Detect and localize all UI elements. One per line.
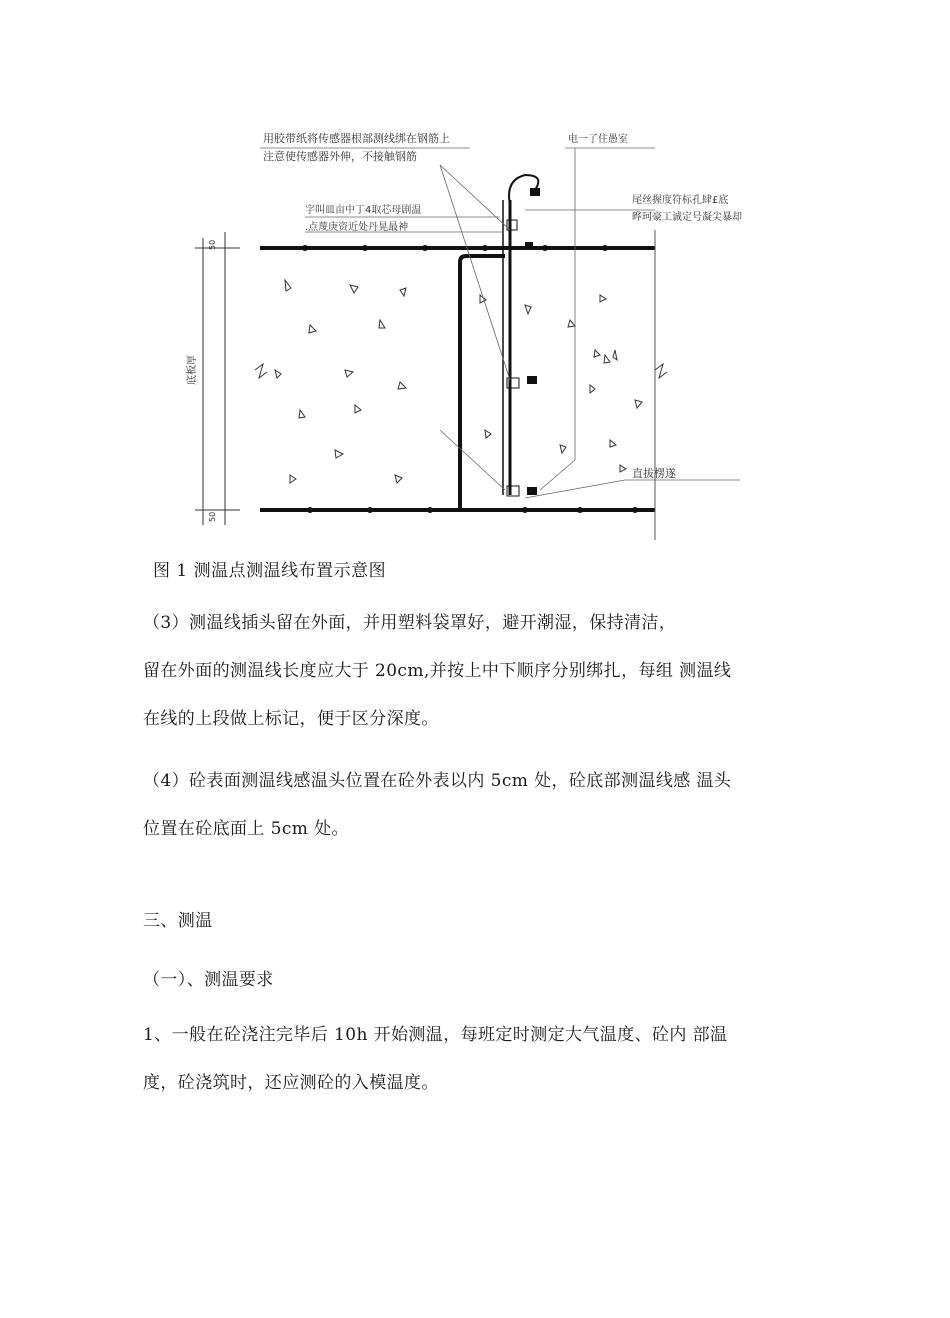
- subsection-heading: （一）、测温要求: [143, 970, 274, 990]
- label-dim-top: 50: [208, 239, 217, 250]
- label-top-left-1: 用胶带纸将传感器根部测线绑在钢筋上: [263, 132, 450, 145]
- label-side: 底板厚: [187, 355, 198, 385]
- label-mid-right-2: 晔珂豪工诚定号凝尖暴却: [632, 212, 742, 223]
- paragraph-line-3: 在线的上段做上标记，便于区分深度。: [143, 709, 439, 729]
- sensor-layout-diagram: [185, 120, 742, 545]
- label-bottom-right: 直拔楞遂: [632, 467, 676, 480]
- label-mid-left-2: .点蔑庚资近处丹晃最神: [305, 222, 409, 233]
- sensor-head-top: [530, 188, 540, 196]
- paragraph-line-1: （3）测温线插头留在外面，并用塑料袋罩好，避开潮湿，保持清洁，: [143, 613, 677, 633]
- support-bar: [460, 256, 505, 510]
- figure-caption: 图 1 测温点测温线布置示意图: [153, 561, 387, 581]
- paragraph-line-4: （4）砼表面测温线感温头位置在砼外表以内 5cm 处，砼底部测温线感 温头: [143, 771, 732, 791]
- label-dim-bottom: 50: [208, 511, 217, 522]
- sensor-head-middle: [527, 376, 537, 384]
- label-top-right: 电一了住愚室: [568, 134, 628, 145]
- section-heading: 三、测温: [143, 911, 213, 931]
- label-top-left-2: 注意使传感器外伸，不接触钢筋: [263, 150, 417, 163]
- break-mark-right: [655, 364, 667, 378]
- paragraph-line-5: 位置在砼底面上 5cm 处。: [143, 819, 349, 839]
- label-mid-right-1: 尾丝握度符标孔肆£底: [632, 195, 729, 206]
- diagram-svg: [185, 120, 742, 545]
- sensor-head-bottom: [527, 487, 537, 495]
- sensor-head-surface: [525, 242, 533, 249]
- break-mark-left: [255, 364, 267, 378]
- paragraph-line-7: 度，砼浇筑时，还应测砼的入模温度。: [143, 1073, 439, 1093]
- paragraph-line-2: 留在外面的测温线长度应大于 20cm,并按上中下顺序分别绑扎，每组 测温线: [143, 661, 732, 681]
- label-mid-left-1: 字叫皿亩中丁4取芯母剧温: [305, 205, 422, 216]
- paragraph-line-6: 1、一般在砼浇注完毕后 10h 开始测温，每班定时测定大气温度、砼内 部温: [143, 1025, 728, 1045]
